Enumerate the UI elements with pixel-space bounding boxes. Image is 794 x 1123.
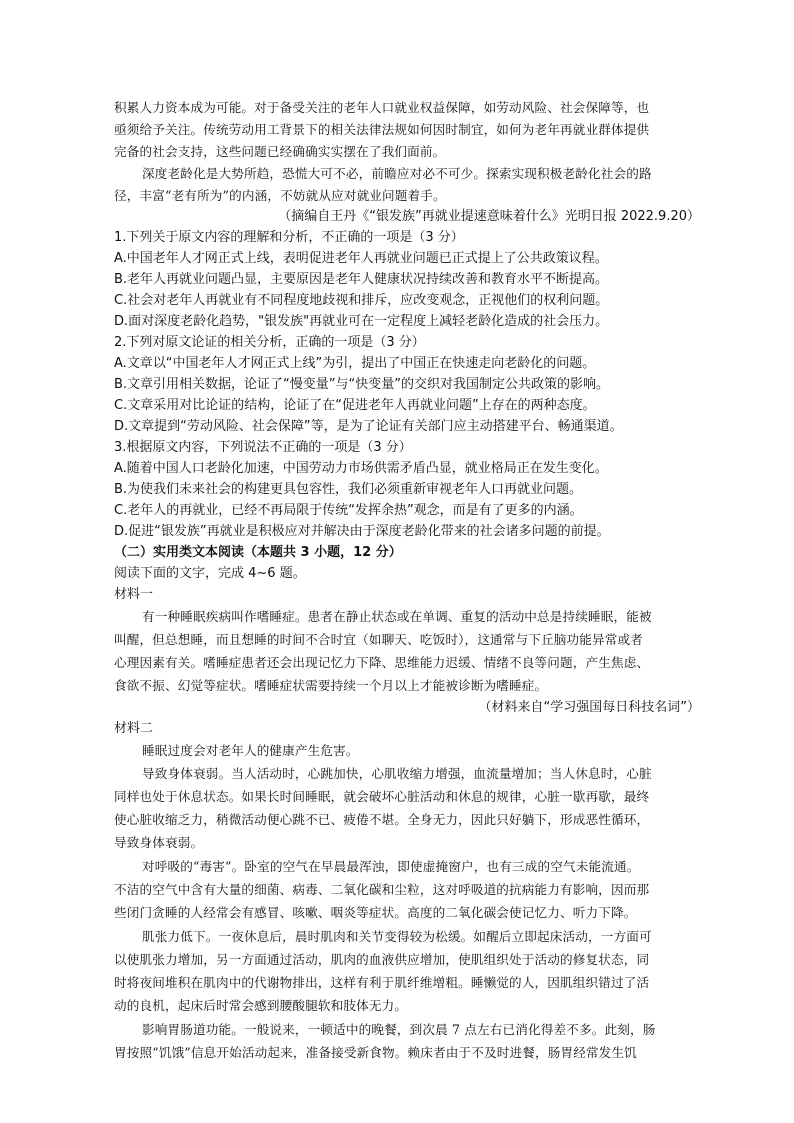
passage-line: 叫醒，但总想睡，而且想睡的时间不合时宜（如聊天、吃饭时），这通常与下丘脑功能异常或者 bbox=[114, 632, 643, 647]
answer-option: D.促进“银发族”再就业是积极应对并解决由于深度老龄化带来的社会诸多问题的前提。 bbox=[114, 524, 610, 539]
passage-line: 心理因素有关。嗜睡症患者还会出现记忆力下降、思维能力迟缓、情绪不良等问题，产生焦虑、 bbox=[114, 655, 650, 670]
passage-line: 有一种睡眠疾病叫作嗜睡症。患者在静止状态或在单调、重复的活动中总是持续睡眠，能被 bbox=[142, 609, 652, 624]
passage-line: 使心脏收缩乏力，稍微活动便心跳不已、疲倦不堪。全身无力，因此只好躺下，形成恶性循环， bbox=[114, 812, 650, 827]
answer-option: C.老年人的再就业，已经不再局限于传统“发挥余热”观念，而是有了更多的内涵。 bbox=[114, 503, 583, 518]
source-citation: （材料来自“学习强国每日科技名词”） bbox=[478, 700, 700, 715]
answer-option: B.为使我们未来社会的构建更具包容性，我们必须重新审视老年人口再就业问题。 bbox=[114, 482, 583, 497]
answer-option: C.文章采用对比论证的结构，论证了在“促进老年人再就业问题”上存在的两种态度。 bbox=[114, 398, 596, 413]
passage-line: 时将夜间堆积在肌肉中的代谢物排出，这样有利于肌纤维增粗。睡懒觉的人，因肌组织错过了活 bbox=[114, 975, 650, 990]
passage-line: 睡眠过度会对老年人的健康产生危害。 bbox=[142, 743, 359, 758]
passage-line: 动的良机，起床后时常会感到腰酸腿软和肢体无力。 bbox=[114, 998, 408, 1013]
passage-line: 完备的社会支持，这些问题已经确确实实摆在了我们面前。 bbox=[114, 144, 446, 159]
passage-line: 食欲不振、幻觉等症状。嗜睡症状需要持续一个月以上才能被诊断为嗜睡症。 bbox=[114, 678, 548, 693]
passage-line: 不洁的空气中含有大量的细菌、病毒、二氧化碳和尘粒，这对呼吸道的抗病能力有影响，因而那 bbox=[114, 882, 650, 897]
answer-option: A.中国老年人才网正式上线，表明促进老年人再就业问题已正式提上了公共政策议程。 bbox=[114, 251, 608, 266]
passage-line: 深度老龄化是大势所趋，恐慌大可不必，前瞻应对必不可少。探索实现积极老龄化社会的路 bbox=[142, 166, 652, 181]
answer-option: D.面对深度老龄化趋势，"银发族"再就业可在一定程度上减轻老龄化造成的社会压力。 bbox=[114, 314, 609, 329]
passage-line: 以使肌张力增加，另一方面通过活动，肌肉的血液供应增加，使肌组织处于活动的修复状态，同 bbox=[114, 952, 650, 967]
instruction-text: 阅读下面的文字，完成 4~6 题。 bbox=[114, 566, 306, 581]
answer-option: C.社会对老年人再就业有不同程度地歧视和排斥，应改变观念，正视他们的权利问题。 bbox=[114, 293, 609, 308]
question-stem: 3.根据原文内容，下列说法不正确的一项是（3 分） bbox=[114, 440, 412, 455]
answer-option: A.文章以“中国老年人才网正式上线”为引，提出了中国正在快速走向老龄化的问题。 bbox=[114, 356, 596, 371]
passage-line: 同样也处于休息状态。如果长时间睡眠，就会破坏心脏活动和休息的规律，心脏一歇再歇，最终 bbox=[114, 789, 650, 804]
passage-line: 积累人力资本成为可能。对于备受关注的老年人口就业权益保障，如劳动风险、社会保障等，也 bbox=[114, 100, 650, 115]
passage-line: 胃按照“饥饿”信息开始活动起来，准备接受新食物。赖床者由于不及时进餐，肠胃经常发生饥 bbox=[114, 1045, 637, 1060]
passage-line: 肌张力低下。一夜休息后，晨时肌肉和关节变得较为松缓。如醒后立即起床活动，一方面可 bbox=[142, 929, 652, 944]
passage-line: 些闭门贪睡的人经常会有感冒、咳嗽、咽炎等症状。高度的二氧化碳会使记忆力、听力下降。 bbox=[114, 905, 637, 920]
material-label: 材料二 bbox=[114, 721, 154, 736]
answer-option: D.文章提到“劳动风险、社会保障”等，是为了论证有关部门应主动搭建平台、畅通渠道。 bbox=[114, 419, 623, 434]
passage-line: 影响胃肠道功能。一般说来，一顿适中的晚餐，到次晨 7 点左右已消化得差不多。此刻，肠 bbox=[142, 1022, 656, 1037]
source-citation: （摘编自王丹《“银发族”再就业提速意味着什么》光明日报 2022.9.20） bbox=[278, 209, 700, 224]
section-heading: （二）实用类文本阅读（本题共 3 小题，12 分） bbox=[114, 545, 402, 560]
answer-option: A.随着中国人口老龄化加速，中国劳动力市场供需矛盾凸显，就业格局正在发生变化。 bbox=[114, 461, 608, 476]
passage-line: 导致身体衰弱。 bbox=[114, 835, 204, 850]
question-stem: 1.下列关于原文内容的理解和分析，不正确的一项是（3 分） bbox=[114, 230, 464, 245]
passage-line: 导致身体衰弱。当人活动时，心跳加快，心肌收缩力增强，血流量增加；当人休息时，心脏 bbox=[142, 766, 652, 781]
passage-line: 径，丰富“老有所为”的内涵，不妨就从应对就业问题着手。 bbox=[114, 188, 446, 203]
material-label: 材料一 bbox=[114, 587, 154, 602]
answer-option: B.文章引用相关数据，论证了“慢变量”与“快变量”的交织对我国制定公共政策的影响。 bbox=[114, 377, 609, 392]
answer-option: B.老年人再就业问题凸显，主要原因是老年人健康状况持续改善和教育水平不断提高。 bbox=[114, 272, 609, 287]
passage-line: 亟须给予关注。传统劳动用工背景下的相关法律法规如何因时制宜，如何为老年再就业群体提供 bbox=[114, 122, 650, 137]
question-stem: 2.下列对原文论证的相关分析，正确的一项是（3 分） bbox=[114, 335, 425, 350]
passage-line: 对呼吸的“毒害”。卧室的空气在早晨最浑浊，即使虚掩窗户，也有三成的空气未能流通。 bbox=[142, 859, 640, 874]
